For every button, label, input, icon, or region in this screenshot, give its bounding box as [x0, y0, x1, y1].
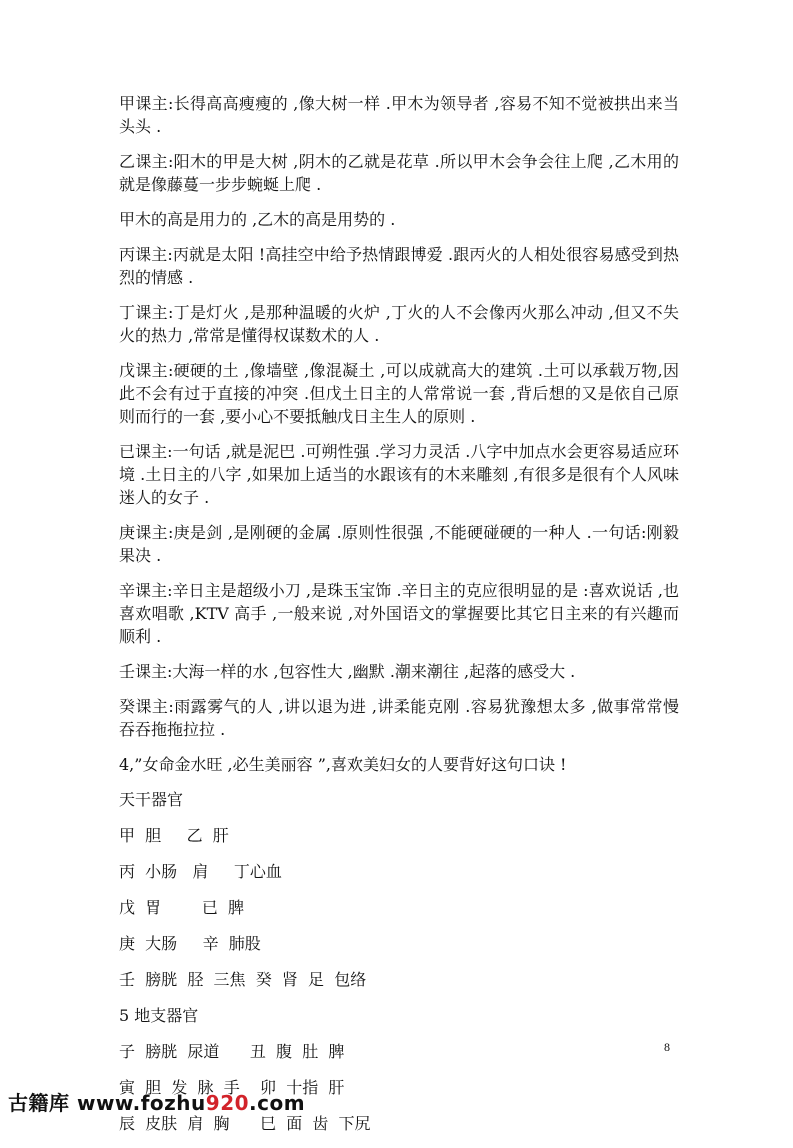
section-title-dizhi: 5 地支器官: [119, 1006, 199, 1025]
paragraph-gui: 癸课主:雨露雾气的人 ,讲以退为进 ,讲柔能克刚 .容易犹豫想太多 ,做事常常慢 吞吞拖拖拉拉 .: [119, 697, 679, 739]
section-title-tiangan: 天干器官: [119, 790, 184, 809]
paragraph-ren: 壬课主:大海一样的水 ,包容性大 ,幽默 .潮来潮往 ,起落的感受大 .: [119, 662, 576, 681]
document-body: [119, 92, 679, 1148]
paragraph-jia-yi-height: 甲木的高是用力的 ,乙木的高是用势的 .: [119, 210, 396, 229]
watermark-text-right: .com: [249, 1091, 306, 1115]
site-watermark: [8, 1087, 305, 1116]
paragraph-xin: 辛课主:辛日主是超级小刀 ,是珠玉宝饰 .辛日主的克应很明显的是 :喜欢说话 ,也喜欢唱歌 ,KTV 高手 ,一般来说 ,对外国语文的掌握要比其它日主来的有兴趣而顺利 .: [119, 581, 679, 646]
paragraph-wu: 戊课主:硬硬的土 ,像墙壁 ,像混凝土 ,可以成就高大的建筑 .土可以承载万物,因此不会有过于直接的冲突 .但戊土日主的人常常说一套 ,背后想的又是依自己原则而行的一套 ,要小心不要抵触戊日主生人的原则 .: [119, 361, 679, 426]
tiangan-line: 甲 胆 乙 肝: [119, 826, 229, 845]
dizhi-line: 辰 皮肤 肩 胸 巳 面 齿 下尻: [119, 1114, 371, 1133]
watermark-text-left: 古籍库 www.fozhu: [8, 1091, 206, 1115]
tiangan-line: 丙 小肠 肩 丁心血: [119, 862, 282, 881]
dizhi-line: 子 膀胱 尿道 丑 腹 肚 脾: [119, 1042, 345, 1061]
paragraph-ji: 已课主:一句话 ,就是泥巴 .可朔性强 .学习力灵活 .八字中加点水会更容易适应环境 .土日主的八字 ,如果加上适当的水跟该有的木来雕刻 ,有很多是很有个人风味迷人的女子 .: [119, 442, 679, 507]
paragraph-jia: 甲课主:长得高高瘦瘦的 ,像大树一样 .甲木为领导者 ,容易不知不觉被拱出来当头头 .: [119, 94, 679, 136]
tiangan-line: 戊 胃 已 脾: [119, 898, 245, 917]
watermark-text-accent: 920: [205, 1091, 250, 1115]
tiangan-line: 庚 大肠 辛 肺股: [119, 934, 261, 953]
paragraph-ding: 丁课主:丁是灯火 ,是那种温暖的火炉 ,丁火的人不会像丙火那么冲动 ,但又不失火的热力 ,常常是懂得权谋数术的人 .: [119, 303, 679, 345]
paragraph-geng: 庚课主:庚是剑 ,是刚硬的金属 .原则性很强 ,不能硬碰硬的一种人 .一句话:刚毅果决 .: [119, 523, 679, 565]
paragraph-rhyme: 4,”女命金水旺 ,必生美丽容 ”,喜欢美妇女的人要背好这句口诀 !: [119, 755, 567, 774]
page-number: 8: [664, 1040, 670, 1054]
paragraph-bing: 丙课主:丙就是太阳 !高挂空中给予热情跟博爱 .跟丙火的人相处很容易感受到热烈的情感 .: [119, 245, 679, 287]
tiangan-line: 壬 膀胱 胫 三焦 癸 肾 足 包络: [119, 970, 367, 989]
dizhi-line: 寅 胆 发 脉 手 卯 十指 肝: [119, 1078, 345, 1097]
paragraph-yi: 乙课主:阳木的甲是大树 ,阴木的乙就是花草 .所以甲木会争会往上爬 ,乙木用的就是像藤蔓一步步蜿蜒上爬 .: [119, 152, 679, 194]
